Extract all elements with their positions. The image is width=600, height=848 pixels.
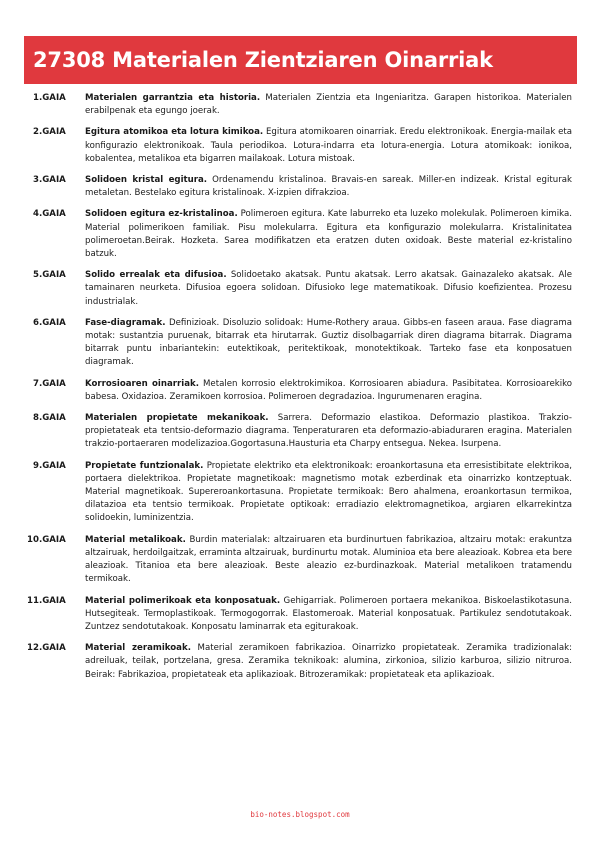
topic-label: 1.GAIA — [33, 93, 66, 103]
topic-body: Propietate elektriko eta elektronikoak: eroankortasuna eta erresistibitate elektrikoa, portaera dielektrikoa. Propietate magnetikoak: magnetismo motak ezberdinak eta oinarrizko kontzeptuak. Material magnetikoak. Supereroankortasuna. Propietate termikoak: Bero ahalmena, eroankortasun termikoa, dilatazioa eta tentsio termikoak. Propietate optikoak: erradiazio elektromagnetikoa, argiaren elkarrekintza solidoekin, luminizentzia. — [85, 460, 573, 524]
topic-body: Materialen Zientzia eta Ingeniaritza. Garapen historikoa. Materialen erabilpenak eta egungo joerak. — [85, 93, 572, 117]
topic-body: Egitura atomikoaren oinarriak. Eredu elektronikoak. Energia-mailak eta konfigurazio elektronikoak. Taula periodikoa. Lotura-indarra eta lotura-energia. Lotura atomikoak: ionikoa, kobalentea, metalikoa eta bigarren mailakoak. Lotura mistoak. — [85, 127, 572, 164]
topic-body: Burdin materialak: altzairuaren eta burdinurtuen fabrikazioa, altzairu motak: erakuntza altzairuak, herdoilgaitzak, erraminta altzairuak, burdinurtu motak. Aluminioa eta bere aleazioak. Kobrea eta bere aleazioak. Titanioa eta bere aleazioak. Beste aleazio ez-burdinazkoak. Material metalikoen tratamendu termikoak. — [85, 534, 572, 585]
topic-label: 7.GAIA — [33, 378, 66, 389]
topic-label: 11.GAIA — [27, 595, 66, 606]
topic-body: Material zeramikoen fabrikazioa. Oinarrizko propietateak. Zeramika tradizionalak: adreiluak, teilak, portzelana, gresa. Zeramika teknikoak: alumina, zirkonioa, silizio karburoa, silizio nitruroa. Beirak: Fabrikazioa, propietateak eta aplikazioak. Bitrozeramikak: propietateak eta aplikazioak. — [85, 643, 572, 680]
topic-label: 10.GAIA — [27, 534, 66, 545]
topic-title: Egitura atomikoa eta lotura kimikoa. — [85, 127, 264, 138]
topic-item — [27, 269, 572, 309]
footer-link[interactable]: bio-notes.blogspot.com — [250, 810, 350, 819]
topic-label: 12.GAIA — [27, 643, 66, 654]
topic-description — [85, 412, 572, 452]
topic-list — [27, 92, 572, 690]
topic-label: 4.GAIA — [33, 209, 66, 220]
page-title: 27308 Materialen Zientziaren Oinarriak — [33, 48, 493, 72]
topic-title: Fase-diagramak. — [85, 317, 166, 328]
topic-label: 8.GAIA — [33, 413, 66, 424]
topic-item — [27, 460, 572, 526]
topic-label: 2.GAIA — [33, 127, 66, 138]
topic-label: 5.GAIA — [33, 270, 66, 281]
topic-description — [85, 174, 572, 200]
topic-title: Material zeramikoak. — [85, 643, 191, 654]
topic-item — [27, 642, 572, 682]
topic-title: Solidoen egitura ez-kristalinoa. — [85, 209, 238, 220]
topic-description — [85, 378, 572, 404]
topic-label: 3.GAIA — [33, 175, 66, 186]
topic-body: Definizioak. Disoluzio solidoak: Hume-Rothery araua. Gibbs-en faseen araua. Fase diagrama motak: sustantzia puruenak, bitarrak eta hirutarrak. Guztiz disolbagarriak diren diagrama bitarrak. Diagrama bitarrak puntu inbariantekin: eutektikoak, peritektikoak, monotektikoak. Tarteko fase eta konposatuen diagramak. — [85, 317, 572, 368]
topic-title: Korrosioaren oinarriak. — [85, 378, 199, 389]
topic-body: Polimeroen egitura. Kate laburreko eta luzeko molekulak. Polimeroen kimika. Material polimerikoen familiak. Pisu molekularra. Egitura eta konfigurazio molekularra. Kristalinitatea polimeroetan.Beirak. Hozketa. Sarea modifikatzen eta eratzen duten oxidoak. Beste material ez-kristalino batzuk. — [85, 209, 572, 260]
topic-body: Metalen korrosio elektrokimikoa. Korrosioaren abiadura. Pasibitatea. Korrosioarekiko babesa. Oxidazioa. Zeramikoen korrosioa. Polimeroen degradazioa. Ingurumenaren eragina. — [85, 378, 573, 402]
topic-description — [85, 534, 572, 587]
topic-title: Propietate funtzionalak. — [85, 460, 204, 471]
topic-title: Materialen garrantzia eta historia. — [85, 93, 261, 103]
topic-label: 9.GAIA — [33, 460, 66, 471]
topic-body: Sarrera. Deformazio elastikoa. Deformazio plastikoa. Trakzio-propietateak eta tentsio-deformazio diagrama. Tenperaturaren eta deformazio-abiaduraren eragina. Materialen trakzio-portaeraren modelizazioa.Gogortasuna.Hausturia eta Charpy entsegua. Nekea. Isurpena. — [85, 413, 573, 450]
topic-label: 6.GAIA — [33, 317, 66, 328]
topic-body: Gehigarriak. Polimeroen portaera mekanikoa. Biskoelastikotasuna. Hutsegiteak. Termoplastikoak. Termogogorrak. Elastomeroak. Material konposatuak. Partikulez sendotutakoak. Zuntzez sendotutakoak. Konposatu laminarrak eta egiturakoak. — [85, 595, 572, 632]
topic-description — [85, 269, 572, 309]
topic-item — [27, 317, 572, 370]
topic-title: Solido errealak eta difusioa. — [85, 270, 227, 281]
topic-item — [27, 412, 572, 452]
topic-item — [27, 534, 572, 587]
topic-title: Solidoen kristal egitura. — [85, 175, 208, 186]
topic-item — [27, 126, 572, 166]
topic-title: Materialen propietate mekanikoak. — [85, 413, 269, 424]
topic-item — [27, 92, 572, 118]
topic-body: Ordenamendu kristalinoa. Bravais-en sareak. Miller-en indizeak. Kristal egiturak metaletan. Bestelako egitura kristalinoak. X-izpien difrakzioa. — [85, 175, 572, 199]
topic-item — [27, 595, 572, 635]
topic-description — [85, 460, 572, 526]
topic-body: Solidoetako akatsak. Puntu akatsak. Lerro akatsak. Gainazaleko akatsak. Ale tamainaren neurketa. Difusioa egoera solidoan. Difusioko lege matematikoak. Difusio koefizientea. Prozesu industrialak. — [85, 270, 573, 307]
topic-description — [85, 208, 572, 261]
topic-item — [27, 208, 572, 261]
topic-description — [85, 317, 572, 370]
topic-description — [85, 642, 572, 682]
topic-description — [85, 595, 572, 635]
topic-title: Material metalikoak. — [85, 534, 186, 545]
topic-description — [85, 92, 572, 118]
topic-item — [27, 174, 572, 200]
title-banner — [24, 36, 577, 84]
topic-item — [27, 378, 572, 404]
topic-title: Material polimerikoak eta konposatuak. — [85, 595, 281, 606]
topic-description — [85, 126, 572, 166]
